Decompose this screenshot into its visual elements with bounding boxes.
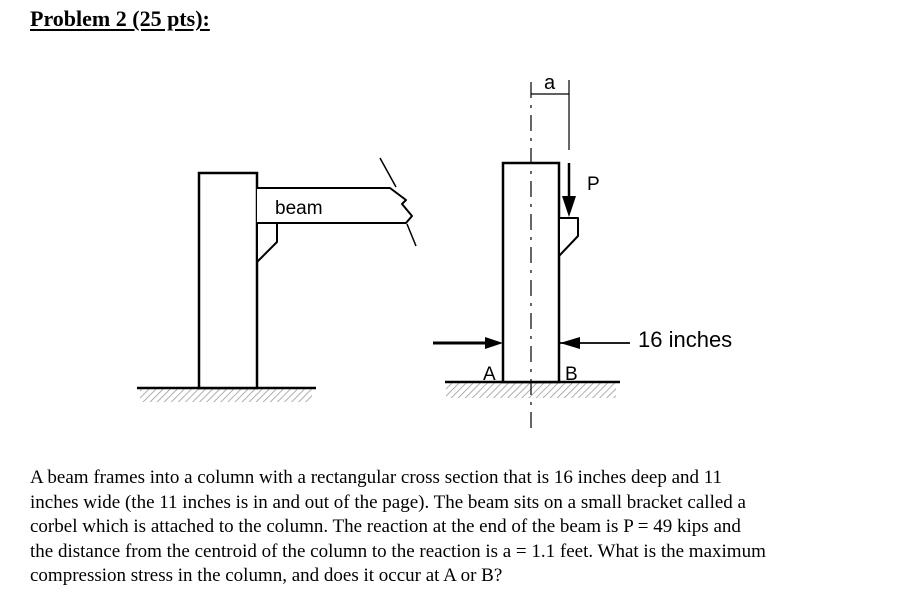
beam-label: beam [275, 198, 323, 219]
dimension-a-label: a [544, 72, 556, 94]
statement-line: A beam frames into a column with a rectangular cross section that is 16 inches deep and 11 [30, 467, 723, 488]
point-b-label: B [565, 364, 578, 385]
depth-arrowhead-right [560, 337, 580, 349]
statement-line: inches wide (the 11 inches is in and out of the page). The beam sits on a small bracket called a [30, 491, 746, 513]
load-p-label: P [587, 174, 600, 195]
side-view [137, 158, 416, 402]
statement-line: the distance from the centroid of the column to the reaction is a = 1.1 feet. What is the maximum [30, 540, 766, 562]
break-line-bottom [407, 224, 416, 246]
break-line-top [380, 158, 396, 187]
depth-label: 16 inches [638, 327, 733, 352]
corbel-section [559, 218, 578, 256]
corbel-side [257, 223, 277, 262]
statement-line: compression stress in the column, and does it occur at A or B? [30, 565, 503, 586]
problem-title: Problem 2 (25 pts): [30, 6, 210, 31]
load-p-arrowhead [562, 196, 576, 217]
point-a-label: A [483, 364, 496, 385]
ground-hatch-left [140, 388, 312, 402]
section-view [433, 72, 732, 434]
problem-statement [30, 466, 890, 589]
statement-line: corbel which is attached to the column. The reaction at the end of the beam is P = 49 kips and [30, 516, 741, 537]
column-side [199, 173, 257, 388]
depth-arrowhead-left [485, 337, 503, 349]
